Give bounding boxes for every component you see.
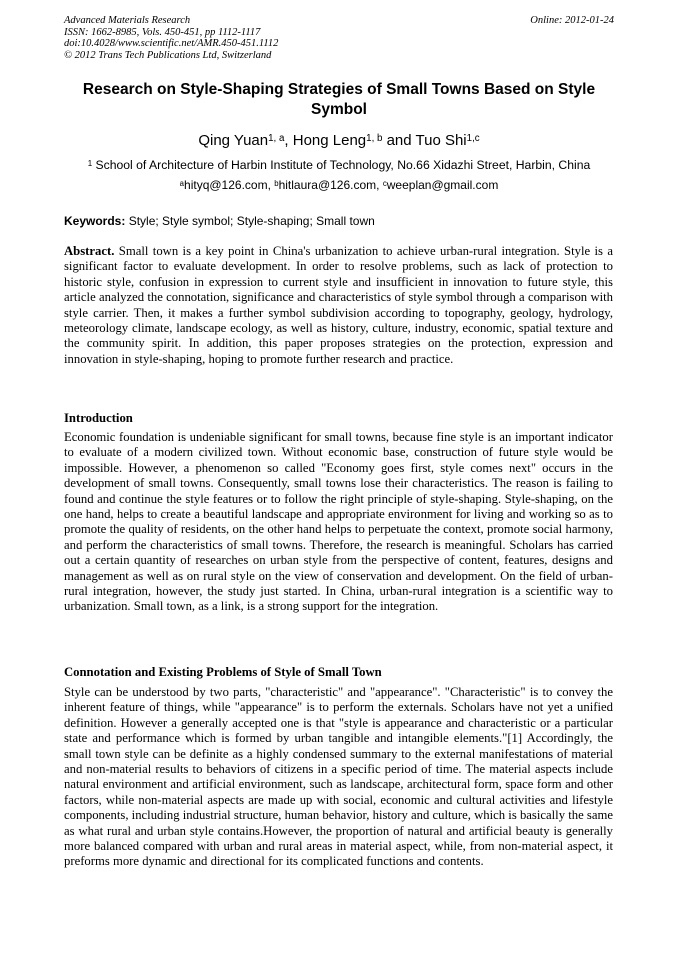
email-link[interactable]: hityq@126.com	[184, 178, 268, 192]
keywords	[64, 214, 619, 229]
journal-header	[64, 15, 620, 61]
keywords-text: Style; Style symbol; Style-shaping; Small town	[125, 214, 375, 228]
author-separator: and	[382, 132, 416, 149]
email-link[interactable]: weeplan@gmail.com	[386, 178, 499, 192]
journal-copyright: © 2012 Trans Tech Publications Ltd, Switzerland	[64, 49, 272, 61]
author-affiliation-mark: 1,c	[466, 133, 480, 144]
affiliation	[64, 158, 614, 173]
abstract-text: Small town is a key point in China's urbanization to achieve urban-rural integration. Style is a significant factor to evaluate development. In order to resolve problems, such as lack of protection to historic style, confusion in expression to current style and insufficient in innovation to future style, this article analyzed the connotation, significance and characteristics of style symbol through a comparison with style carrier. Then, it makes a further symbol subdivision according to topography, geology, hydrology, meteorology climate, landscape ecology, as well as history, culture, industry, economic, spatial texture and the community spirit. In addition, this paper proposes strategies on the protection, expression and innovation in style-shaping, hoping to promote further research and practice.	[64, 244, 613, 366]
section-body-introduction: Economic foundation is undeniable significant for small towns, because fine style is an important indicator to evaluate of a modern civilized town. Without economic base, construction of future style would be impossible. However, a phenomenon so called "Economy goes first, style comes next" occurs in the development of small towns. Consequently, small towns lose their characteristics. The reason is failing to found and continue the style features or to follow the right principle of style-shaping. Style-shaping, on the one hand, helps to create a beautiful landscape and appropriate environment for living and working so as to promote the quality of residents, on the other hand helps to perpetuate the context, promote social harmony, and perform the characteristics of small towns. Therefore, the research is meaningful. Scholars has carried out a certain quantity of researches on urban style from the perspective of content, features, designs and management as well as on rural style on the view of conservation and development. On the field of urban-rural integration, however, the study just started. In China, urban-rural integration is a scientific way to urbanization. Small town, as a link, is a strong support for the integration.	[64, 430, 613, 614]
author-name: Tuo Shi	[415, 132, 467, 149]
email-mark: b	[274, 179, 279, 188]
author-list	[64, 132, 614, 150]
keywords-label: Keywords:	[64, 214, 126, 228]
section-body-connotation: Style can be understood by two parts, "characteristic" and "appearance". "Characteristic" is to convey the inherent feature of things, while "appearance" is to perform the externals. Scholars have not yet a unified definition. However a generally accepted one is that "style is appearance and characteristic or a particular state and performance which is formed by urban tangible and intangible elements."[1] Accordingly, the small town style can be definite as a highly condensed summary to the external manifestations of material and non-material results to behaviors of citizens in a specific period of time. The material aspects include natural environment and artificial environment, such as landscape, architectural form, space form and other factors, while non-material aspects are made up with social, economic and cultural activities and lifestyle components, including industrial structure, human behavior, history and culture, which is basically the same as what rural and urban style contains.However, the proportion of natural and artificial beauty is generally more balanced compared with urban and rural areas in material aspect, while, from non-material aspect, it preforms more dynamic and directional for its complicated functions and contents.	[64, 685, 613, 869]
author-name: Hong Leng	[292, 132, 367, 149]
email-link[interactable]: hitlaura@126.com	[278, 178, 377, 192]
abstract-label: Abstract.	[64, 244, 115, 258]
author-separator: ,	[284, 132, 293, 149]
journal-name: Advanced Materials Research	[64, 15, 191, 26]
journal-doi: doi:10.4028/www.scientific.net/AMR.450-451.1112	[64, 38, 279, 50]
paper-title: Research on Style-Shaping Strategies of Small Towns Based on Style Symbol	[82, 81, 596, 118]
affiliation-text: School of Architecture of Harbin Institute of Technology, No.66 Xidazhi Street, Harbin, China	[95, 158, 591, 172]
email-mark: c	[382, 179, 387, 188]
section-heading-introduction: Introduction	[64, 411, 133, 425]
email-separator: ,	[267, 178, 275, 192]
email-mark: a	[179, 179, 185, 188]
email-list	[64, 178, 614, 193]
email-separator: ,	[376, 178, 383, 192]
online-date: Online: 2012-01-24	[530, 15, 614, 26]
affiliation-mark: 1	[87, 159, 93, 168]
author-affiliation-mark: 1, b	[366, 133, 383, 144]
author-affiliation-mark: 1, a	[268, 133, 285, 144]
section-heading-connotation: Connotation and Existing Problems of Style of Small Town	[64, 665, 382, 679]
journal-issn: ISSN: 1662-8985, Vols. 450-451, pp 1112-1117	[64, 26, 261, 38]
author-name: Qing Yuan	[198, 132, 269, 149]
abstract	[64, 244, 613, 367]
